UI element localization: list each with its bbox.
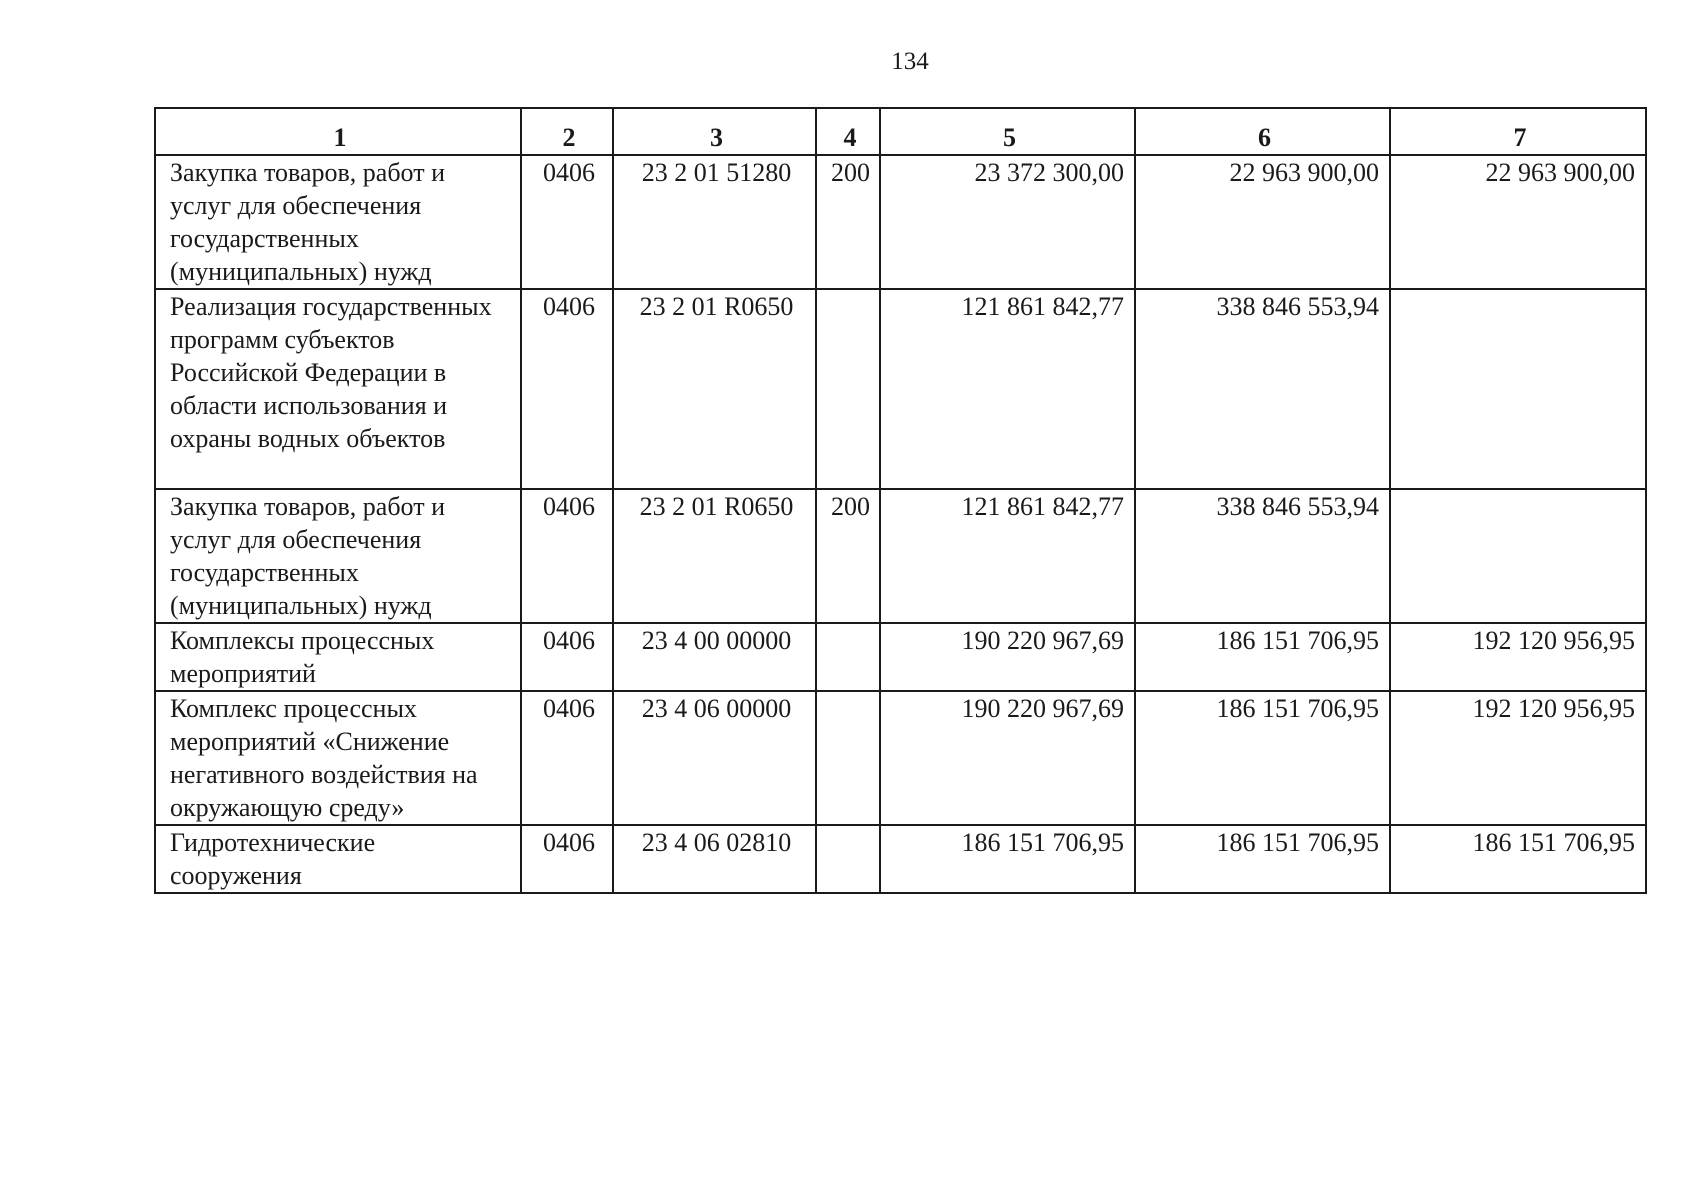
row-target-code: 23 4 00 00000 xyxy=(613,623,816,691)
row-section-code: 0406 xyxy=(521,825,613,893)
row-expense-type xyxy=(816,691,880,825)
row-amount-col7 xyxy=(1390,289,1646,489)
row-expense-type xyxy=(816,623,880,691)
row-section-code: 0406 xyxy=(521,691,613,825)
table-row xyxy=(155,825,1646,893)
row-section-code: 0406 xyxy=(521,289,613,489)
row-amount-col6: 186 151 706,95 xyxy=(1135,825,1390,893)
row-target-code: 23 2 01 R0650 xyxy=(613,289,816,489)
row-amount-col7: 22 963 900,00 xyxy=(1390,155,1646,289)
row-amount-col7 xyxy=(1390,489,1646,623)
row-amount-col5: 121 861 842,77 xyxy=(880,289,1135,489)
row-amount-col5: 190 220 967,69 xyxy=(880,623,1135,691)
row-amount-col6: 338 846 553,94 xyxy=(1135,289,1390,489)
row-amount-col6: 186 151 706,95 xyxy=(1135,691,1390,825)
row-target-code: 23 4 06 00000 xyxy=(613,691,816,825)
budget-table xyxy=(154,107,1647,894)
row-expense-type: 200 xyxy=(816,155,880,289)
table-header-row xyxy=(155,108,1646,155)
row-amount-col7: 186 151 706,95 xyxy=(1390,825,1646,893)
row-target-code: 23 2 01 R0650 xyxy=(613,489,816,623)
row-amount-col6: 186 151 706,95 xyxy=(1135,623,1390,691)
row-name: Закупка товаров, работ и услуг для обеспечения государственных (муниципальных) нужд xyxy=(155,489,521,623)
row-amount-col5: 186 151 706,95 xyxy=(880,825,1135,893)
row-name: Комплексы процессных мероприятий xyxy=(155,623,521,691)
row-amount-col6: 22 963 900,00 xyxy=(1135,155,1390,289)
row-amount-col5: 190 220 967,69 xyxy=(880,691,1135,825)
table-row xyxy=(155,691,1646,825)
row-amount-col5: 23 372 300,00 xyxy=(880,155,1135,289)
row-target-code: 23 4 06 02810 xyxy=(613,825,816,893)
row-name: Комплекс процессных мероприятий «Снижение негативного воздействия на окружающую среду» xyxy=(155,691,521,825)
row-amount-col6: 338 846 553,94 xyxy=(1135,489,1390,623)
page-number: 134 xyxy=(891,48,929,75)
column-header-7: 7 xyxy=(1390,108,1646,155)
row-expense-type xyxy=(816,825,880,893)
row-amount-col7: 192 120 956,95 xyxy=(1390,691,1646,825)
column-header-6: 6 xyxy=(1135,108,1390,155)
column-header-4: 4 xyxy=(816,108,880,155)
column-header-1: 1 xyxy=(155,108,521,155)
row-section-code: 0406 xyxy=(521,155,613,289)
column-header-5: 5 xyxy=(880,108,1135,155)
row-expense-type: 200 xyxy=(816,489,880,623)
row-name: Гидротехнические сооружения xyxy=(155,825,521,893)
column-header-3: 3 xyxy=(613,108,816,155)
table-row xyxy=(155,155,1646,289)
row-amount-col5: 121 861 842,77 xyxy=(880,489,1135,623)
table-row xyxy=(155,289,1646,489)
column-header-2: 2 xyxy=(521,108,613,155)
row-amount-col7: 192 120 956,95 xyxy=(1390,623,1646,691)
table-row xyxy=(155,489,1646,623)
row-name: Реализация государственных программ субъектов Российской Федерации в области использования и охраны водных объектов xyxy=(155,289,521,489)
row-section-code: 0406 xyxy=(521,489,613,623)
row-name: Закупка товаров, работ и услуг для обеспечения государственных (муниципальных) нужд xyxy=(155,155,521,289)
table-row xyxy=(155,623,1646,691)
row-section-code: 0406 xyxy=(521,623,613,691)
row-target-code: 23 2 01 51280 xyxy=(613,155,816,289)
row-expense-type xyxy=(816,289,880,489)
